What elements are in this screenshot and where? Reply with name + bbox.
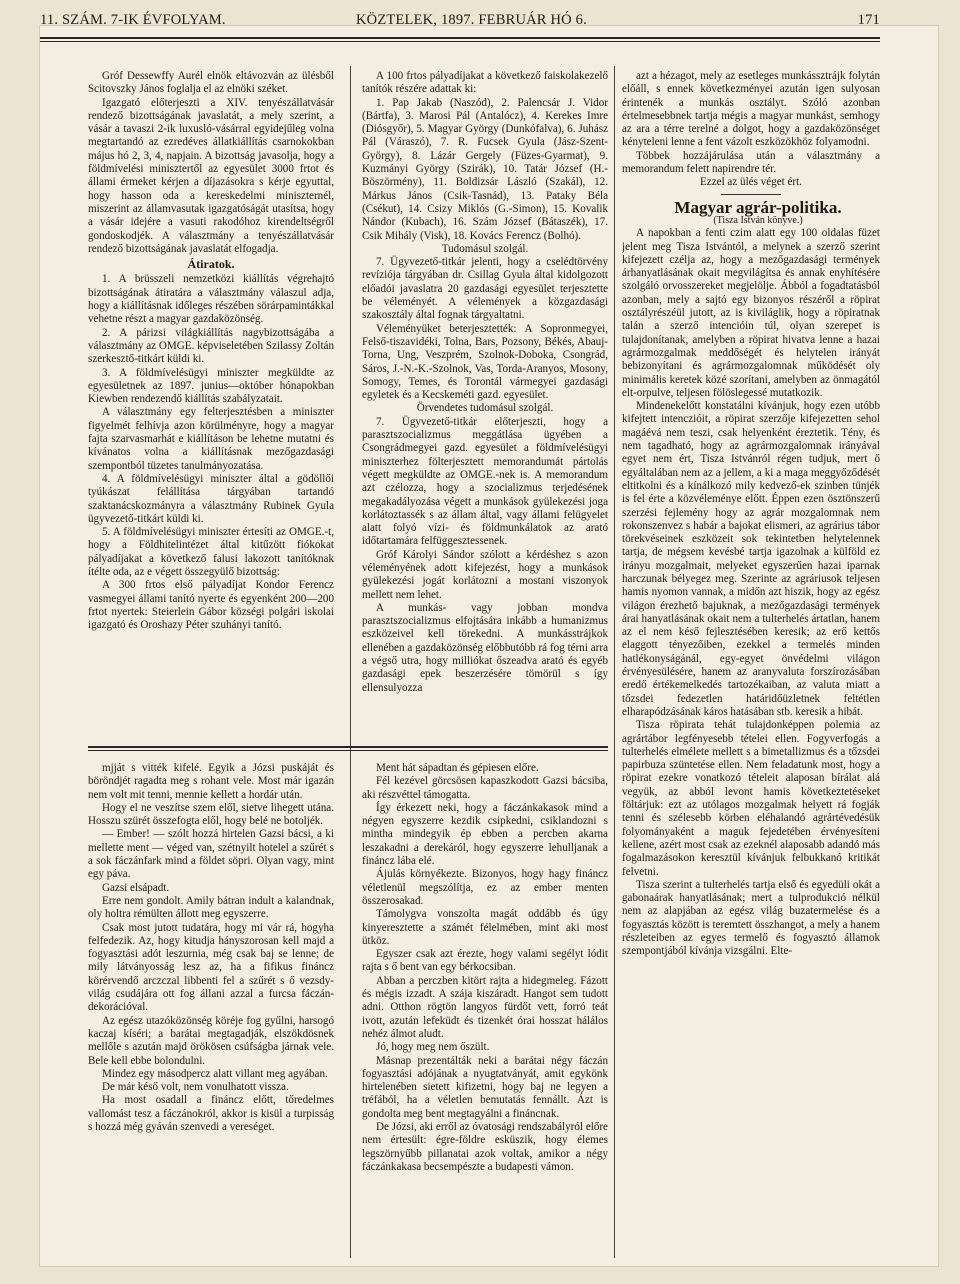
paragraph: Mindez egy másodpercz alatt villant meg agyában.: [102, 1067, 328, 1080]
column-agrarian-politics: [622, 70, 880, 1260]
header-rule-thin: [40, 41, 880, 42]
paragraph: azt a hézagot, mely az esetleges munkássztrájk folytán előáll, s ennek következményei azután igen sulyosan érintenék a munkás osztályt. Szóló azonban értelmesebbnek tartja mégis a magyar munkást, semhogy az ara a térre terelné a dolgot, hogy a gazdaközönséget kényteleni lenne a fent vázolt eszközökhöz folyamodni.: [622, 70, 880, 149]
column-feuilleton-left: [88, 762, 334, 1262]
paragraph: A 100 frtos pályadíjakat a következő faiskolakezelő tanítók részére adattak ki:: [362, 70, 608, 96]
paragraph: Egyszer csak azt érezte, hogy valami segélyt lódit rajta s ő bent van egy bérkocsiban.: [362, 948, 608, 974]
paragraph: Gazsi elsápadt.: [102, 881, 170, 894]
paragraph: Mindenekelőtt konstatálni kívánjuk, hogy ezen utóbb kifejtett intenczióit, a röpirat szerzője kifejezetten sehol magáévá nem teszi, csak helyenként éreztetik. Tény, és nem tagadható, hogy az agrármozgalomnak irányával egyet nem ért, Tisza Istvánról régen tudjuk, mert ő egyáltalában nem az a jellem, a ki a maga meggyőződését eltitkolni és a kínálkozó mily kedvező-ek szinben tünjék is fel érte a közvéleménye előtt. Éppen ezen ösztönszerű szerzési fejlemény hogy az agrár mozgalomnak nem rokonszenvez s habár a bajokat elismeri, az agrárius tábor törekvéseinek eszközeit sok tekintetben helytelennek tartja, de mégsem kevésbé tartja igazolnak a külföld ez irányu mozgalmait, melyeket egyszerűen hazai iparnak harczunak bélyegez meg. Szerinte az agráriusok teljesen hamis nyomon vannak, a midőn azt hiszik, hogy az egész világon érezhető bajuknak, a mezőgazdasági termények árai hanyatlásának okait nem a tulterhelés ártatlan, hanem az el nem késő fejlesztésében keresik; az erő kettős elaggott tényezőiben, ezekkel a termelés minden hatlékonyságánál, egy-egyet önvédelmi világon érvényesülésére, hanem az aranyvaluta forszírozásában eredő értékemelkedés tartozékaiban, az valuta miatt a tőzsdei fedezetlen határidőüzletnek feltétlen elharapódzásának káros hatásában stb. keresik a hibát.: [622, 400, 880, 718]
paragraph: Fél kezével görcsösen kapaszkodott Gazsi bácsiba, aki részvéttel támogatta.: [362, 775, 608, 801]
paragraph: Ájulás környékezte. Bizonyos, hogy hagy fináncz véletlenül megszólítja, ez az ember menten összerosakad.: [362, 868, 608, 907]
paragraph: Másnap prezentálták neki a barátai négy fáczán fogyasztási adójának a nyugtatványát, amit egykönk hirtelenében sietett kifizetni, hogy baj ne legyen a tréfából, ha a véletlen bemutatás fennállt. Ázt is gondolta meg bent megtagyálni a fináncnak.: [362, 1054, 608, 1120]
paragraph: Gróf Károlyi Sándor szólott a kérdéshez s azon véleményének adott kifejezést, hogy a munkások gyülekezési jogát korlátozni a mostani viszonyok mellett nem lehet.: [362, 548, 608, 601]
issue-number: 11. SZÁM. 7-IK ÉVFOLYAM.: [40, 12, 226, 28]
paragraph: 1. Pap Jakab (Naszód), 2. Palencsár J. Vidor (Bártfa), 3. Marosi Pál (Antalócz), 4. Kerekes Imre (Diósgyőr), 5. Magyar György (Dunkófalva), 6. Juhász Pál (Váraszó), 7. R. Fucsek Gyula (Jász-Szent-György), 8. Lázár Gergely (Füzes-Gyarmat), 9. Kuzmányi György (Szirák), 10. Tatár József (H.-Böszörmény), 11. Boldizsár László (Szakál), 12. Márkus János (Csik-Tasnád), 13. Pataky Béla (Csékut), 14. Csizy Miklós (G.-Simon), 15. Kovalik Nándor (Kubach), 16. Szám József (Bátaszék), 17. Csik Mihály (Visk), 18. Kovács Ferencz (Bolhó).: [362, 96, 608, 242]
paragraph: Az egész utazóközönség köréje fog gyűlni, harsogó kaczaj kíséri; a barátai megtagadják, elszökdösnek mellőle s azután majd örökösen csúfságba járnak vele. Bele kell ebbe bolondulni.: [88, 1014, 334, 1067]
column-divider: [350, 66, 351, 1258]
article-subtitle: (Tisza István könyve.): [713, 214, 803, 226]
paragraph: 4. A földmívelésügyi miniszter által a gödöllői tyúkászat felállítása tárgyában tartandó szaktanácskozmányra a választmány Rubinek Gyula ügyvezető-titkárt küldi ki.: [88, 472, 334, 525]
feuilleton-rule-thin: [88, 750, 608, 751]
column-awards: [362, 70, 608, 740]
paragraph: Tisza röpirata tehát tulajdonképpen polemia az agrártábor legfényesebb tételei ellen. Fogyverfogás a tulterhelés elmélete mellett s a bimetallizmus és a tőzsdei papirbuza szüntetése ellen. Nem feladatunk most, hogy a röpirat ezekre vonatkozó tételeit alaposan bírálat alá vegyük, az abból levont hamis következtetéseket föltárjuk: ezt az utólagos mozgalmak helyett rá fogják tenni és szélesebb körben eléhalandó agrártévedésük folyományaként a maguk fejedetében érvényesíteni kellene, azért most csak az ezeknél alaposabb adandó más fogalmazásokon keresztül kívánjuk felbukkanó kritikát felvetni.: [622, 719, 880, 878]
paragraph: mjját s vitték kifelé. Egyik a Józsi puskáját és böröndjét ragadta meg s rohant vele. Most már igazán nem volt mit tenni, mennie kellett a hordár után.: [88, 762, 334, 801]
paragraph: A választmány egy felterjesztésben a miniszter figyelmét felhívja azon körülményre, hogy a magyar fajta szarvasmarhát e kiállításon be lehetne mutatni és kívánatos volna a kiállításnak mezőgazdasági szempontból tüzetes tanulmányozatása.: [88, 406, 334, 472]
paragraph: 1. A brüsszeli nemzetközi kiállítás végrehajtó bizottságának átiratára a választmány válaszul adja, hogy a kiállításnak időleges részében sörárpamintákkal vehetne részt a magyar gazdaközönség.: [88, 273, 334, 326]
paragraph: Tudomásul szolgál.: [441, 242, 529, 255]
paragraph: Jó, hogy meg nem őszült.: [376, 1041, 490, 1054]
paragraph: Támolygva vonszolta magát oddább és úgy kinyeresztette a számét félelmében, mint aki most ütköz.: [362, 908, 608, 947]
paragraph: 7. Ügyvezető-titkár jelenti, hogy a cselédtörvény revíziója tárgyában dr. Csillag Gyula által kidolgozott előadói javaslatra 20 gazdasági egyesület terjesztette be véleményét. A vélemények a közgazdasági szakosztály által fognak tárgyaltatni.: [362, 256, 608, 322]
column-minutes: [88, 70, 334, 740]
paragraph: 2. A párizsi világkiállítás nagybizottságába a választmány az OMGE. képviseletében Szilassy Zoltán szerkesztő-titkárt küldi ki.: [88, 326, 334, 366]
paragraph: Ment hát sápadtan és gépiesen előre.: [376, 762, 539, 774]
column-feuilleton-right: [362, 762, 608, 1262]
page-number: 171: [857, 12, 880, 28]
paragraph: Örvendetes tudomásul szolgál.: [416, 402, 554, 415]
paragraph: Abban a perczben kitört rajta a hidegmeleg. Fázott és mégis izzadt. A szája kiszáradt. Hangot sem tudott adni. Otthon rögtön langyos fürdőt vett, forró teát ivott, azután lefeküdt és tizenkét órai hosszat hálálos nehéz álmot aludt.: [362, 974, 608, 1040]
paragraph: Igazgató előterjeszti a XIV. tenyészállatvásár rendező bizottságának javaslatát, a mely szerint, a vásár a tavaszi 2-ik luxusló-vásárral egyidejűleg volna megtartandó az ezredéves állatkiállítás csarnokokban május hó 2, 3, 4, napjain. A bizottság javasolja, hogy a földmívelési minisztertől az egyesület 3000 frtot és állami érmeket kérjen a díjazásokra s kérje egyuttal, hogy hasson oda a kereskedelmi miniszternél, miszerint az államvasutak igazgatóságát utasítsa, hogy a vásár idejére a vasuti rakodóhoz kirendeltségről gondoskodjék. A választmány a tenyészállatvásár rendező bizottságának javaslatát elfogadja.: [88, 96, 334, 255]
paragraph: — Ember! — szólt hozzá hirtelen Gazsi bácsi, a ki mellette ment — véged van, szétnyilt hotelel a szűrét s a sok fáczánfark mind a földet söpri. Olyan vagy, mint egy páva.: [88, 828, 334, 881]
paragraph: Hogy el ne veszítse szem elől, sietve lihegett utána. Hosszu szürét összefogta elől, hogy belé ne botoljék.: [88, 801, 334, 828]
paragraph: A 300 frtos első pályadíjat Kondor Ferencz vasmegyei állami tanító nyerte és egyenként 200—200 frtot nyertek: Steierlein Gábor községi polgári iskolai igazgató és Oroshazy Péter szuhányi tanító.: [88, 579, 334, 632]
paragraph: Véleményüket beterjesztették: A Sopronmegyei, Felső-tiszavidéki, Tolna, Bars, Pozsony, Békés, Abauj-Torna, Ung, Veszprém, Szolnok-Doboka, Csongrád, Sáros, J.-N.-K.-Szolnok, Vas, Torda-Aranyos, Mosony, Somogy, Temes, és Torontál vármegyei gazdasági egyletek és a Kecskeméti gazd. egyesület.: [362, 322, 608, 402]
column-divider: [614, 66, 615, 1258]
paragraph: A napokban a fenti czim alatt egy 100 oldalas füzet jelent meg Tisza Istvántól, a melynek a szerző szerint kifejezett czélja az, hogy a mezőgazdasági termények árhanyatlásának okait megvilágítsa és annak enyhítésére szolgáló orvosszereket megjelölje. Ábból a fogadtatásból azonban, mely a sajtó egy bizonyos részéről a röpirat osztályrészéül jutott, az is kiviláglik, hogy a röpiratnak talán a szerző intencióin túl, olyan szerepet is tulajdonítanak, amelyben a röpirat hivatva lenne a hazai agrármozgalmak meddőségét és helytelen irányát bebizonyítani és agrármozgalomnak működését oly minimális keretek közé szorítani, amelyben az önmagától elt-orpulve, teljesen fölöslegessé mutatkozik.: [622, 227, 880, 399]
article-title: Magyar agrár-politika.: [674, 197, 842, 217]
paragraph: 7. Ügyvezető-titkár előterjeszti, hogy a parasztszocializmus meggátlása ügyében a Csongrádmegyei gazd. egyesület a földmívelésügyi miniszterhez fölterjesztett memorandumát pártolás végett megküldte az OMGE.-nek is. A memorandum azt czélozza, hogy a szocializmus terjedésének megakadályozása végett a munkások gyülekezési joga korlátoztassék s az állam által, vagy állami felügyelet alatt folyó vízi- és földmunkálatok az arató időtartamára felfüggesztessenek.: [362, 415, 608, 548]
paragraph: Ha most osadall a fináncz előtt, tőredelmes vallomást tesz a fáczánokról, akkor is kisül a turpisság s hozzá még gyáván szenvedi a vereséget.: [88, 1094, 334, 1134]
page-margin: [0, 0, 42, 1284]
section-heading: Átiratok.: [187, 257, 235, 272]
feuilleton-rule: [88, 746, 608, 748]
paragraph: A munkás- vagy jobban mondva parasztszocializmus elfojtására inkább a humanizmus eszközeivel kell törekedni. A munkásstrájkok ellenében a gazdaközönség előbbutóbb rá fog térni arra a végső utra, hogy milliókat őszeadva arató és egyéb gazdasági epek beszerzésére tömörül s így ellensulyozza: [362, 601, 608, 694]
paragraph: Így érkezett neki, hogy a fáczánkakasok mind a négyen egyszerre kezdik csipkedni, csiklandozni s mintha mindegyik ép ebben a percben akarna leszakadni a derekáról, hogy egyszerre lehulljanak a fináncz lába elé.: [362, 801, 608, 868]
paragraph: De már késő volt, nem vonulhatott vissza.: [102, 1081, 289, 1094]
paragraph: De Józsi, aki erről az óvatosági rendszabályról előre nem értesült: égre-földre esküszik, hogy élemes legszörnyűbb pillanatai azok voltak, amikor a négy fáczánkakasa becsempészte a budapesti vámon.: [362, 1121, 608, 1173]
publication-date: KÖZTELEK, 1897. FEBRUÁR HÓ 6.: [356, 12, 587, 28]
paragraph: Gróf Dessewffy Aurél elnök eltávozván az ülésből Scitovszky János foglalja el az elnöki széket.: [88, 70, 334, 96]
divider: [721, 194, 781, 195]
paragraph: 3. A földmívelésügyi miniszter megküldte az egyesületnek az 1897. junius—október hónapokban Kiewben rendezendő kiállítás szabályzatait.: [88, 366, 334, 406]
paragraph: Erre nem gondolt. Amily bátran indult a kalandnak, oly holtra rémülten állott meg egyszerre.: [88, 894, 334, 921]
page-header: [40, 6, 880, 36]
paragraph: 5. A földmívelésügyi miniszter értesíti az OMGE.-t, hogy a Földhitelintézet által kitűzött fiókokat pályadíjakat a következő falusi lakozott tanítóknak ítélte oda, az e végett összegyülő bizottság:: [88, 526, 334, 578]
paragraph: Tisza szerint a tulterhelés tartja első és egyedüli okát a gabonaárak hanyatlásának; mert a tulprodukció nélkül nem az alapjában az egész világ buzatermelése és a fogyasztás között is teremtett összhangot, a mely a hanem részleteiben az egyes termelő és fogyasztó államok szempontjából kívánja vizsgálni. Elte-: [622, 878, 880, 958]
paragraph: Többek hozzájárulása után a választmány a memorandum felett napirendre tér.: [622, 149, 880, 176]
header-rule: [40, 37, 880, 39]
paragraph: Ezzel az ülés véget ért.: [700, 176, 802, 189]
paragraph: Csak most jutott tudatára, hogy mi vár rá, hogyha felfedezik. Az, hogy kitudja hányszorosan kell majd a fogyasztási adót leszurnia, még csak baj se lenne; de mily látványosság lesz az, ha a fifikus fináncz körérvendő arczczal libbenti fel a szűrét s ő vezsdy-világ csudájára ott fog állani azzal a furcsa fáczán-dekorációval.: [88, 921, 334, 1014]
